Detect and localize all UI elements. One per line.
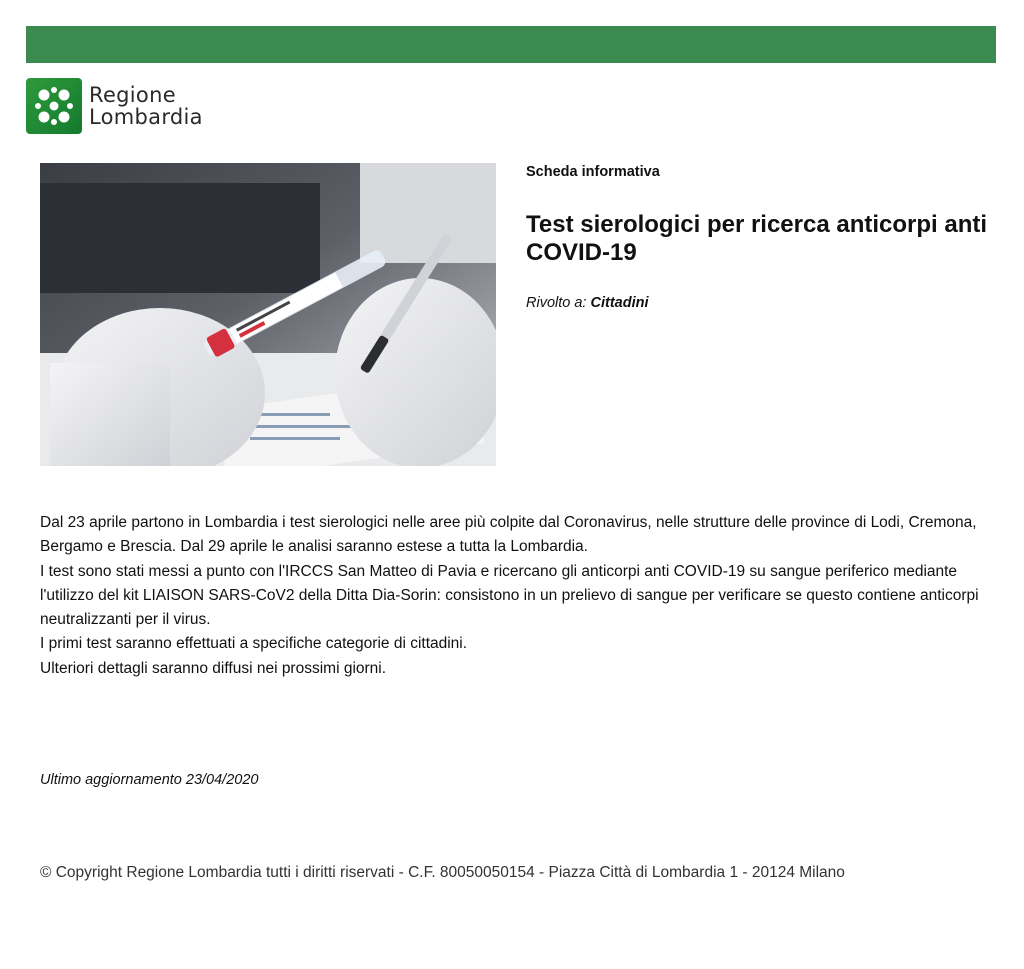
regione-lombardia-rosa-camuna-icon (26, 78, 82, 134)
hero-image (40, 163, 496, 466)
paragraph: I test sono stati messi a punto con l'IRCCS San Matteo di Pavia e ricercano gli anticorpi anti COVID-19 su sangue periferico mediante l'utilizzo del kit LIAISON SARS-CoV2 della Ditta Dia-Sorin: consistono in un prelievo di sangue per verificare se questo contiene anticorpi neutralizzanti per il virus. (40, 562, 979, 629)
top-bar (26, 26, 996, 63)
paragraph: Ulteriori dettagli saranno diffusi nei prossimi giorni. (40, 659, 387, 677)
paragraph: Dal 23 aprile partono in Lombardia i test sierologici nelle aree più colpite dal Coronavirus, nelle strutture delle province di Lodi, Cremona, Bergamo e Brescia. Dal 29 aprile le analisi saranno estese a tutta la Lombardia. (40, 514, 977, 556)
audience-value: Cittadini (590, 295, 649, 311)
site-logo[interactable] (26, 78, 203, 134)
page-title: Test sierologici per ricerca anticorpi anti COVID-19 (526, 211, 988, 266)
content-type-label: Scheda informativa (526, 164, 660, 180)
logo-line1: Regione (89, 83, 176, 107)
paragraph: I primi test saranno effettuati a specifiche categorie di cittadini. (40, 635, 468, 653)
audience-line (526, 295, 996, 311)
last-updated: Ultimo aggiornamento 23/04/2020 (40, 772, 259, 788)
logo-wordmark (89, 84, 203, 128)
audience-label: Rivolto a: (526, 295, 587, 311)
logo-line2: Lombardia (89, 105, 203, 129)
info-panel (526, 163, 996, 311)
article-body (40, 511, 1000, 681)
footer-copyright: © Copyright Regione Lombardia tutti i diritti riservati - C.F. 80050050154 - Piazza Città di Lombardia 1 - 20124 Milano (40, 864, 845, 881)
